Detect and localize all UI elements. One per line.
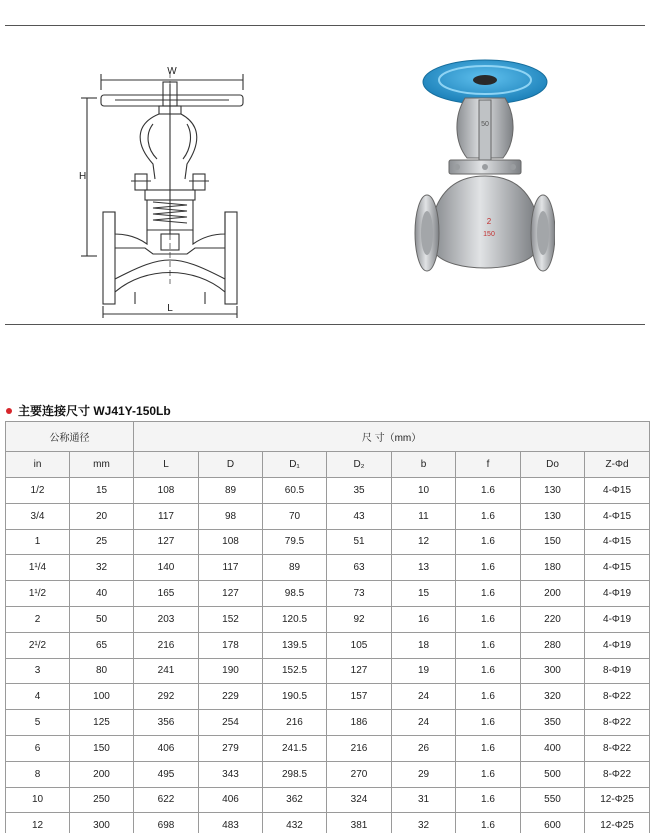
table-cell: 254 [199,710,263,736]
table-cell: 300 [521,658,585,684]
table-cell: 1.6 [456,658,521,684]
col-header: D₁ [263,452,327,478]
table-cell: 186 [327,710,392,736]
table-cell: 1.6 [456,787,521,813]
table-cell: 220 [521,606,585,632]
valve-photo [405,48,555,298]
table-cell: 622 [134,787,199,813]
table-cell: 31 [392,787,456,813]
table-cell: 2¹/2 [6,632,70,658]
dimension-table [5,421,650,833]
table-cell: 1/2 [6,478,70,504]
table-cell: 139.5 [263,632,327,658]
table-cell: 165 [134,581,199,607]
table-cell: 216 [263,710,327,736]
table-row [6,632,650,658]
table-cell: 4-Φ15 [585,555,650,581]
dim-label-h: H [79,171,87,182]
photo-marking-bottom: 150 [483,231,495,238]
table-cell: 24 [392,710,456,736]
table-cell: 320 [521,684,585,710]
table-cell: 200 [521,581,585,607]
table-cell: 180 [521,555,585,581]
table-cell: 241 [134,658,199,684]
table-body [6,478,650,833]
table-cell: 73 [327,581,392,607]
table-cell: 40 [70,581,134,607]
table-row [6,735,650,761]
table-group-header-row [6,422,650,452]
table-cell: 1.6 [456,684,521,710]
table-cell: 8-Φ22 [585,710,650,736]
table-row [6,503,650,529]
table-cell: 8-Φ22 [585,761,650,787]
table-row [6,813,650,833]
table-cell: 1.6 [456,529,521,555]
table-cell: 362 [263,787,327,813]
col-header: D₂ [327,452,392,478]
table-cell: 1.6 [456,581,521,607]
bullet-icon [6,408,12,414]
table-cell: 350 [521,710,585,736]
table-cell: 483 [199,813,263,833]
table-cell: 1 [6,529,70,555]
table-cell: 13 [392,555,456,581]
table-cell: 600 [521,813,585,833]
table-cell: 280 [521,632,585,658]
table-cell: 26 [392,735,456,761]
table-cell: 117 [199,555,263,581]
figure-panel [5,25,645,325]
table-cell: 229 [199,684,263,710]
table-cell: 406 [199,787,263,813]
table-cell: 150 [70,735,134,761]
table-cell: 43 [327,503,392,529]
table-cell: 1.6 [456,478,521,504]
table-row [6,581,650,607]
table-cell: 3/4 [6,503,70,529]
table-cell: 92 [327,606,392,632]
table-cell: 35 [327,478,392,504]
table-cell: 140 [134,555,199,581]
table-cell: 406 [134,735,199,761]
table-cell: 12 [6,813,70,833]
table-cell: 2 [6,606,70,632]
table-cell: 15 [392,581,456,607]
table-cell: 6 [6,735,70,761]
table-cell: 4-Φ15 [585,503,650,529]
group-header-nominal: 公称通径 [6,422,134,452]
table-cell: 25 [70,529,134,555]
table-cell: 200 [70,761,134,787]
table-cell: 15 [70,478,134,504]
table-cell: 130 [521,503,585,529]
table-cell: 1¹/4 [6,555,70,581]
table-row [6,710,650,736]
table-cell: 70 [263,503,327,529]
table-cell: 127 [327,658,392,684]
table-cell: 432 [263,813,327,833]
table-cell: 4-Φ15 [585,529,650,555]
table-cell: 381 [327,813,392,833]
table-row [6,787,650,813]
table-cell: 89 [199,478,263,504]
table-cell: 5 [6,710,70,736]
table-cell: 127 [134,529,199,555]
dim-label-w: W [167,66,177,77]
table-cell: 11 [392,503,456,529]
table-cell: 324 [327,787,392,813]
table-cell: 120.5 [263,606,327,632]
table-cell: 4-Φ19 [585,581,650,607]
table-cell: 216 [134,632,199,658]
table-cell: 1¹/2 [6,581,70,607]
table-cell: 10 [392,478,456,504]
table-cell: 241.5 [263,735,327,761]
section-title-text: 主要连接尺寸 WJ41Y-150Lb [18,404,171,418]
section-title [6,402,171,419]
col-header: b [392,452,456,478]
group-header-dimensions: 尺 寸（mm） [134,422,650,452]
table-cell: 4-Φ19 [585,606,650,632]
table-cell: 150 [521,529,585,555]
table-cell: 343 [199,761,263,787]
col-header: f [456,452,521,478]
table-cell: 157 [327,684,392,710]
table-cell: 495 [134,761,199,787]
table-cell: 19 [392,658,456,684]
table-cell: 98.5 [263,581,327,607]
table-cell: 550 [521,787,585,813]
table-cell: 125 [70,710,134,736]
table-row [6,478,650,504]
table-row [6,529,650,555]
table-row [6,761,650,787]
table-cell: 8-Φ22 [585,684,650,710]
table-cell: 63 [327,555,392,581]
table-cell: 1.6 [456,761,521,787]
table-cell: 279 [199,735,263,761]
photo-marking-top: 2 [486,217,492,226]
table-cell: 108 [134,478,199,504]
col-header: D [199,452,263,478]
table-cell: 500 [521,761,585,787]
table-cell: 16 [392,606,456,632]
valve-drawing [75,34,265,319]
table-cell: 1.6 [456,503,521,529]
table-cell: 1.6 [456,555,521,581]
table-cell: 98 [199,503,263,529]
table-cell: 190 [199,658,263,684]
table-row [6,555,650,581]
col-header: mm [70,452,134,478]
table-cell: 60.5 [263,478,327,504]
table-cell: 3 [6,658,70,684]
svg-text:50: 50 [481,121,489,128]
table-cell: 18 [392,632,456,658]
table-cell: 10 [6,787,70,813]
table-cell: 1.6 [456,632,521,658]
table-cell: 100 [70,684,134,710]
table-cell: 65 [70,632,134,658]
table-cell: 698 [134,813,199,833]
table-cell: 20 [70,503,134,529]
table-cell: 250 [70,787,134,813]
table-cell: 130 [521,478,585,504]
table-cell: 270 [327,761,392,787]
table-cell: 51 [327,529,392,555]
table-cell: 12-Φ25 [585,787,650,813]
table-cell: 80 [70,658,134,684]
table-cell: 12-Φ25 [585,813,650,833]
table-cell: 152 [199,606,263,632]
table-cell: 8 [6,761,70,787]
table-cell: 152.5 [263,658,327,684]
table-cell: 117 [134,503,199,529]
table-cell: 203 [134,606,199,632]
table-cell: 127 [199,581,263,607]
table-cell: 216 [327,735,392,761]
table-cell: 190.5 [263,684,327,710]
table-cell: 8-Φ22 [585,735,650,761]
table-cell: 50 [70,606,134,632]
table-cell: 79.5 [263,529,327,555]
table-cell: 32 [392,813,456,833]
table-cell: 4-Φ15 [585,478,650,504]
table-cell: 4-Φ19 [585,632,650,658]
table-row [6,684,650,710]
table-cell: 108 [199,529,263,555]
dim-label-l: L [167,303,173,314]
table-cell: 356 [134,710,199,736]
table-cell: 1.6 [456,710,521,736]
table-cell: 300 [70,813,134,833]
col-header: L [134,452,199,478]
table-row [6,606,650,632]
table-cell: 298.5 [263,761,327,787]
col-header: in [6,452,70,478]
table-cell: 400 [521,735,585,761]
table-column-header-row [6,452,650,478]
col-header: Do [521,452,585,478]
table-cell: 89 [263,555,327,581]
col-header: Z-Φd [585,452,650,478]
table-cell: 292 [134,684,199,710]
table-cell: 105 [327,632,392,658]
table-cell: 29 [392,761,456,787]
table-cell: 8-Φ19 [585,658,650,684]
table-row [6,658,650,684]
table-cell: 1.6 [456,735,521,761]
table-cell: 1.6 [456,606,521,632]
table-cell: 178 [199,632,263,658]
table-cell: 32 [70,555,134,581]
table-cell: 12 [392,529,456,555]
table-cell: 1.6 [456,813,521,833]
table-cell: 24 [392,684,456,710]
table-cell: 4 [6,684,70,710]
